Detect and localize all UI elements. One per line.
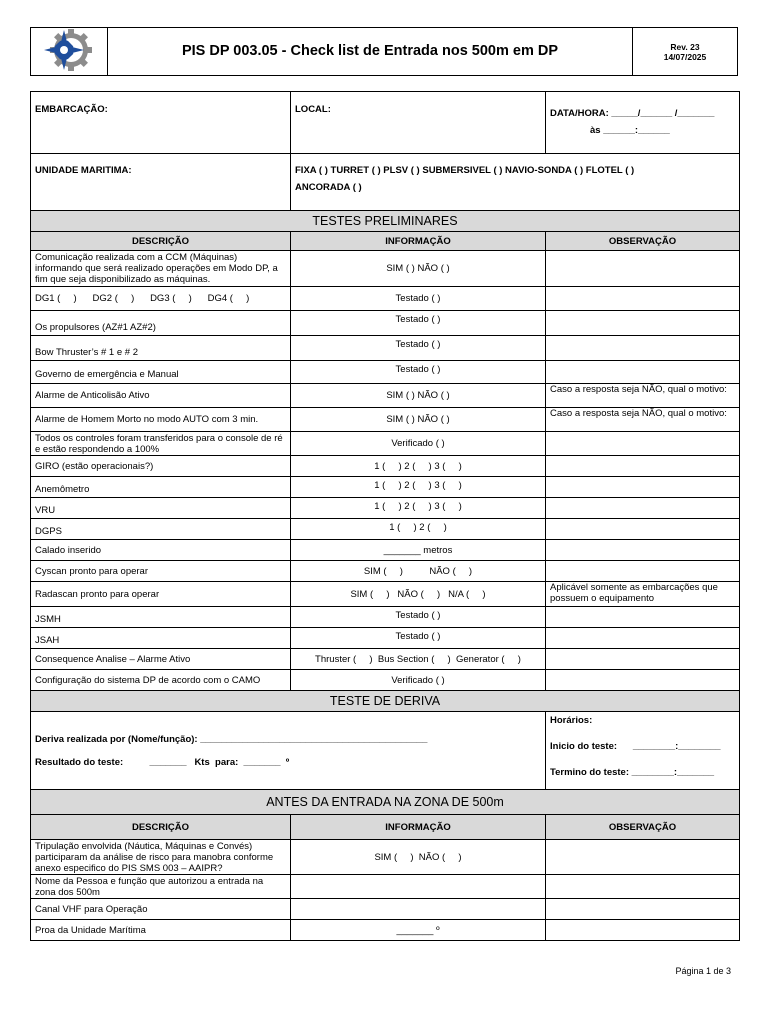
column-headers <box>31 815 740 840</box>
row-desc: DGPS <box>31 519 291 540</box>
table-row <box>31 899 740 920</box>
unidade-opcoes-line2: ANCORADA ( ) <box>295 182 362 193</box>
row-obs[interactable] <box>546 519 740 540</box>
horarios-cell <box>546 712 740 790</box>
company-logo-icon <box>40 28 98 72</box>
row-obs[interactable] <box>546 875 740 899</box>
row-desc: Anemômetro <box>31 477 291 498</box>
table-row <box>31 875 740 899</box>
row-obs[interactable] <box>546 251 740 287</box>
section-antes-entrada <box>31 790 740 815</box>
row-obs[interactable] <box>546 287 740 311</box>
revision-date: 14/07/2025 <box>663 51 707 62</box>
table-row <box>31 519 740 540</box>
row-info[interactable]: SIM ( ) NÃO ( ) <box>291 561 546 582</box>
row-obs[interactable] <box>546 649 740 670</box>
revision-number: Rev. 23 <box>670 41 700 52</box>
row-desc: Alarme de Anticolisão Ativo <box>31 384 291 408</box>
inicio-field[interactable]: Inicio do teste: ________:________ <box>550 741 721 752</box>
row-info[interactable]: 1 ( ) 2 ( ) 3 ( ) <box>291 498 546 519</box>
table-row <box>31 498 740 519</box>
row-desc: Comunicação realizada com a CCM (Máquinas) informando que será realizado operações em Modo DP, a fim que seja disponibilizado as máquinas. <box>31 251 291 287</box>
col-observacao: OBSERVAÇÃO <box>546 815 740 840</box>
row-info[interactable] <box>291 899 546 920</box>
table-row <box>31 920 740 941</box>
row-obs[interactable] <box>546 840 740 875</box>
unidade-row <box>31 154 740 211</box>
table-row <box>31 432 740 456</box>
table-row <box>31 582 740 607</box>
section-title: TESTES PRELIMINARES <box>31 211 740 232</box>
termino-field[interactable]: Termino do teste: ________:_______ <box>550 767 715 778</box>
row-obs[interactable] <box>546 670 740 691</box>
row-desc: Cyscan pronto para operar <box>31 561 291 582</box>
table-row <box>31 251 740 287</box>
section-title: TESTE DE DERIVA <box>31 691 740 712</box>
row-info[interactable]: 1 ( ) 2 ( ) <box>291 519 546 540</box>
row-obs[interactable] <box>546 920 740 941</box>
table-row <box>31 336 740 361</box>
unidade-maritima-label: UNIDADE MARITIMA: <box>31 154 291 211</box>
row-info[interactable]: _______ metros <box>291 540 546 561</box>
row-info[interactable]: 1 ( ) 2 ( ) 3 ( ) <box>291 456 546 477</box>
row-desc[interactable]: DG1 ( ) DG2 ( ) DG3 ( ) DG4 ( ) <box>31 287 291 311</box>
local-field[interactable]: LOCAL: <box>291 92 546 154</box>
document-title: PIS DP 003.05 - Check list de Entrada nos 500m em DP <box>108 28 633 76</box>
info-row <box>31 92 740 154</box>
row-obs[interactable] <box>546 561 740 582</box>
row-info[interactable]: Testado ( ) <box>291 311 546 336</box>
table-row <box>31 477 740 498</box>
row-desc: VRU <box>31 498 291 519</box>
table-row <box>31 361 740 384</box>
row-info[interactable] <box>291 875 546 899</box>
row-desc: Canal VHF para Operação <box>31 899 291 920</box>
row-obs[interactable]: Caso a resposta seja NÃO, qual o motivo: <box>546 384 740 408</box>
row-info[interactable]: Verificado ( ) <box>291 432 546 456</box>
row-obs[interactable] <box>546 311 740 336</box>
row-info[interactable]: SIM ( ) NÃO ( ) N/A ( ) <box>291 582 546 607</box>
table-row <box>31 840 740 875</box>
row-obs[interactable] <box>546 607 740 628</box>
row-obs[interactable] <box>546 628 740 649</box>
row-info[interactable]: SIM ( ) NÃO ( ) <box>291 840 546 875</box>
row-obs[interactable] <box>546 456 740 477</box>
row-desc: Bow Thruster’s # 1 e # 2 <box>31 336 291 361</box>
row-desc: Consequence Analise – Alarme Ativo <box>31 649 291 670</box>
row-desc: Alarme de Homem Morto no modo AUTO com 3 min. <box>31 408 291 432</box>
row-desc: Radascan pronto para operar <box>31 582 291 607</box>
table-row <box>31 408 740 432</box>
table-row <box>31 311 740 336</box>
deriva-fields[interactable] <box>31 712 546 790</box>
row-desc: JSMH <box>31 607 291 628</box>
row-desc: Governo de emergência e Manual <box>31 361 291 384</box>
deriva-row <box>31 712 740 790</box>
row-desc: Tripulação envolvida (Náutica, Máquinas e Convés) participaram da análise de risco para manobra conforme anexo especifico do PIS SMS 003 – AAIPR? <box>31 840 291 875</box>
table-row <box>31 561 740 582</box>
section-teste-deriva <box>31 691 740 712</box>
row-info[interactable]: SIM ( ) NÃO ( ) <box>291 384 546 408</box>
document-header <box>30 27 738 76</box>
table-row <box>31 384 740 408</box>
row-obs[interactable] <box>546 899 740 920</box>
table-row <box>31 628 740 649</box>
row-info[interactable]: Testado ( ) <box>291 628 546 649</box>
row-desc: Configuração do sistema DP de acordo com o CAMO <box>31 670 291 691</box>
row-info[interactable]: Testado ( ) <box>291 361 546 384</box>
row-obs[interactable]: Caso a resposta seja NÃO, qual o motivo: <box>546 408 740 432</box>
table-row <box>31 540 740 561</box>
row-info[interactable]: Testado ( ) <box>291 336 546 361</box>
row-info[interactable]: Thruster ( ) Bus Section ( ) Generator ( ) <box>291 649 546 670</box>
unidade-opcoes[interactable] <box>291 154 740 211</box>
checklist-form <box>30 91 740 941</box>
row-desc: Nome da Pessoa e função que autorizou a entrada na zona dos 500m <box>31 875 291 899</box>
column-headers <box>31 232 740 251</box>
row-info[interactable]: Testado ( ) <box>291 287 546 311</box>
section-title: ANTES DA ENTRADA NA ZONA DE 500m <box>31 790 740 815</box>
embarcacao-field[interactable]: EMBARCAÇÃO: <box>31 92 291 154</box>
col-informacao: INFORMAÇÃO <box>291 815 546 840</box>
horarios-label: Horários: <box>550 715 593 726</box>
revision-info <box>633 28 738 76</box>
row-info[interactable]: Testado ( ) <box>291 607 546 628</box>
row-info[interactable]: SIM ( ) NÃO ( ) <box>291 408 546 432</box>
row-desc: Todos os controles foram transferidos para o console de ré e estão respondendo a 100% <box>31 432 291 456</box>
table-row <box>31 649 740 670</box>
data-hora-field[interactable] <box>546 92 740 154</box>
page-number: Página 1 de 3 <box>675 966 731 976</box>
col-descricao: DESCRIÇÃO <box>31 232 291 251</box>
resultado-field[interactable]: Resultado do teste: _______ Kts para: _______ º <box>35 756 290 768</box>
data-hora-label: DATA/HORA: _____/______ /_______ <box>550 108 715 119</box>
table-row <box>31 287 740 311</box>
as-time-label: às ______:______ <box>590 125 670 136</box>
col-descricao: DESCRIÇÃO <box>31 815 291 840</box>
row-desc: GIRO (estão operacionais?) <box>31 456 291 477</box>
row-info[interactable]: _______ º <box>291 920 546 941</box>
row-info[interactable]: 1 ( ) 2 ( ) 3 ( ) <box>291 477 546 498</box>
unidade-opcoes-line1: FIXA ( ) TURRET ( ) PLSV ( ) SUBMERSIVEL ( ) NAVIO-SONDA ( ) FLOTEL ( ) <box>295 165 635 176</box>
row-desc: JSAH <box>31 628 291 649</box>
row-obs[interactable] <box>546 498 740 519</box>
row-obs[interactable] <box>546 432 740 456</box>
row-desc: Proa da Unidade Marítima <box>31 920 291 941</box>
deriva-realizada-field[interactable]: Deriva realizada por (Nome/função): ___________________________________________ <box>35 733 428 745</box>
row-info[interactable]: Verificado ( ) <box>291 670 546 691</box>
col-informacao: INFORMAÇÃO <box>291 232 546 251</box>
row-obs[interactable] <box>546 477 740 498</box>
section-testes-preliminares <box>31 211 740 232</box>
row-desc: Calado inserido <box>31 540 291 561</box>
table-row <box>31 670 740 691</box>
col-observacao: OBSERVAÇÃO <box>546 232 740 251</box>
row-obs[interactable] <box>546 336 740 361</box>
row-obs[interactable]: Aplicável somente as embarcações que possuem o equipamento <box>546 582 740 607</box>
table-row <box>31 607 740 628</box>
row-info[interactable]: SIM ( ) NÃO ( ) <box>291 251 546 287</box>
row-obs[interactable] <box>546 540 740 561</box>
logo-cell <box>31 28 108 76</box>
table-row <box>31 456 740 477</box>
row-obs[interactable] <box>546 361 740 384</box>
row-desc: Os propulsores (AZ#1 AZ#2) <box>31 311 291 336</box>
